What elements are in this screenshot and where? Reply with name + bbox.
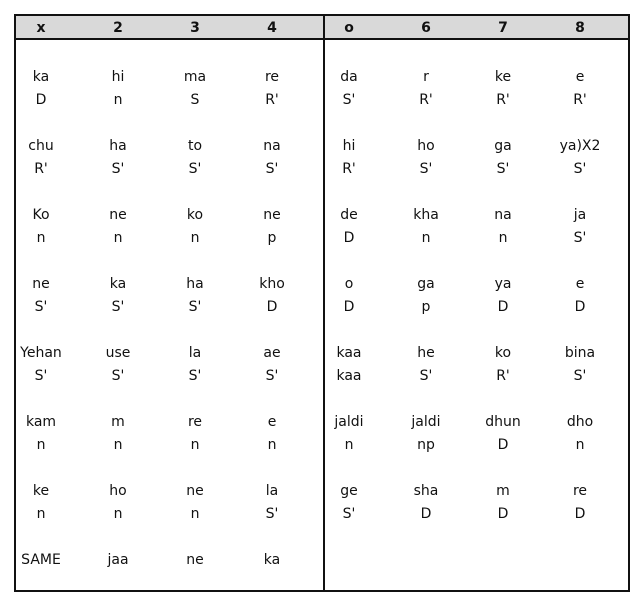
stroke-r6-c7: D (497, 437, 509, 453)
syllable-r5-c1: Yehan (20, 345, 62, 361)
stroke-r2-c5: R' (342, 161, 356, 177)
stroke-r5-c4: S' (265, 368, 279, 384)
header-cell-4: 4 (267, 20, 277, 36)
stroke-r5-c3: S' (188, 368, 202, 384)
syllable-r4-c3: ha (186, 276, 204, 292)
syllable-r4-c1: ne (32, 276, 50, 292)
syllable-r4-c7: ya (494, 276, 512, 292)
stroke-r4-c1: S' (34, 299, 48, 315)
syllable-r2-c6: ho (417, 138, 435, 154)
stroke-r2-c3: S' (188, 161, 202, 177)
stroke-r2-c2: S' (111, 161, 125, 177)
stroke-r1-c7: R' (496, 92, 510, 108)
notation-table (14, 14, 630, 592)
stroke-r6-c8: n (575, 437, 585, 453)
stroke-r4-c5: D (343, 299, 355, 315)
stroke-r4-c2: S' (111, 299, 125, 315)
stroke-r7-c3: n (190, 506, 200, 522)
syllable-r2-c1: chu (28, 138, 54, 154)
syllable-r1-c8: e (575, 69, 585, 85)
stroke-r4-c8: D (574, 299, 586, 315)
stroke-r5-c1: S' (34, 368, 48, 384)
syllable-r3-c2: ne (109, 207, 127, 223)
stroke-r5-c8: S' (573, 368, 587, 384)
syllable-r3-c3: ko (186, 207, 204, 223)
stroke-r5-c6: S' (419, 368, 433, 384)
stroke-r7-c1: n (36, 506, 46, 522)
syllable-r4-c5: o (344, 276, 354, 292)
stroke-r2-c8: S' (573, 161, 587, 177)
stroke-r4-c3: S' (188, 299, 202, 315)
stroke-r3-c7: n (498, 230, 508, 246)
syllable-r1-c1: ka (32, 69, 50, 85)
stroke-r6-c3: n (190, 437, 200, 453)
syllable-r6-c8: dho (566, 414, 594, 430)
stroke-r5-c2: S' (111, 368, 125, 384)
header-cell-7: 7 (498, 20, 508, 36)
syllable-r8-c3: ne (186, 552, 204, 568)
stroke-r5-c5: kaa (336, 368, 362, 384)
syllable-r3-c5: de (340, 207, 358, 223)
syllable-r2-c4: na (263, 138, 281, 154)
syllable-r7-c2: ho (109, 483, 127, 499)
syllable-r3-c8: ja (573, 207, 587, 223)
syllable-r5-c2: use (105, 345, 131, 361)
syllable-r7-c3: ne (186, 483, 204, 499)
stroke-r1-c4: R' (265, 92, 279, 108)
syllable-r3-c1: Ko (32, 207, 50, 223)
stroke-r2-c4: S' (265, 161, 279, 177)
stroke-r7-c5: S' (342, 506, 356, 522)
syllable-r8-c2: jaa (107, 552, 129, 568)
header-cell-2: 2 (113, 20, 123, 36)
header-cell-6: 6 (421, 20, 431, 36)
syllable-r1-c3: ma (183, 69, 207, 85)
stroke-r1-c6: R' (419, 92, 433, 108)
stroke-r3-c5: D (343, 230, 355, 246)
stroke-r1-c2: n (113, 92, 123, 108)
stroke-r1-c3: S (190, 92, 200, 108)
syllable-r1-c2: hi (111, 69, 125, 85)
stroke-r3-c3: n (190, 230, 200, 246)
syllable-r5-c3: la (188, 345, 202, 361)
stroke-r6-c1: n (36, 437, 46, 453)
syllable-r8-c4: ka (263, 552, 281, 568)
syllable-r7-c1: ke (32, 483, 50, 499)
stroke-r2-c7: S' (496, 161, 510, 177)
syllable-r7-c5: ge (340, 483, 358, 499)
syllable-r3-c4: ne (263, 207, 281, 223)
syllable-r7-c6: sha (413, 483, 439, 499)
syllable-r6-c1: kam (25, 414, 57, 430)
stroke-r3-c1: n (36, 230, 46, 246)
syllable-r3-c7: na (494, 207, 512, 223)
syllable-r1-c4: re (264, 69, 280, 85)
syllable-r7-c8: re (572, 483, 588, 499)
stroke-r7-c4: S' (265, 506, 279, 522)
syllable-r1-c6: r (423, 69, 429, 85)
stroke-r4-c4: D (266, 299, 278, 315)
syllable-r6-c6: jaldi (411, 414, 441, 430)
syllable-r7-c4: la (265, 483, 279, 499)
syllable-r6-c3: re (187, 414, 203, 430)
syllable-r2-c3: to (187, 138, 203, 154)
stroke-r3-c2: n (113, 230, 123, 246)
syllable-r8-c1: SAME (21, 552, 61, 568)
syllable-r5-c8: bina (564, 345, 596, 361)
syllable-r4-c4: kho (259, 276, 285, 292)
syllable-r5-c5: kaa (336, 345, 362, 361)
header-cell-3: 3 (190, 20, 200, 36)
syllable-r5-c7: ko (494, 345, 512, 361)
stroke-r1-c5: S' (342, 92, 356, 108)
header-cell-5: o (344, 20, 354, 36)
syllable-r4-c6: ga (417, 276, 435, 292)
stroke-r3-c8: S' (573, 230, 587, 246)
stroke-r7-c6: D (420, 506, 432, 522)
stroke-r3-c4: p (267, 230, 277, 246)
syllable-r1-c7: ke (494, 69, 512, 85)
header-cell-8: 8 (575, 20, 585, 36)
stroke-r5-c7: R' (496, 368, 510, 384)
syllable-r2-c5: hi (342, 138, 356, 154)
stroke-r2-c6: S' (419, 161, 433, 177)
syllable-r2-c7: ga (494, 138, 512, 154)
syllable-r2-c8: ya)X2 (559, 138, 601, 154)
stroke-r6-c2: n (113, 437, 123, 453)
stroke-r7-c2: n (113, 506, 123, 522)
syllable-r2-c2: ha (109, 138, 127, 154)
stroke-r1-c1: D (35, 92, 47, 108)
syllable-r3-c6: kha (413, 207, 439, 223)
syllable-r5-c6: he (417, 345, 435, 361)
syllable-r5-c4: ae (263, 345, 281, 361)
syllable-r6-c7: dhun (485, 414, 521, 430)
stroke-r3-c6: n (421, 230, 431, 246)
stroke-r7-c8: D (574, 506, 586, 522)
stroke-r1-c8: R' (573, 92, 587, 108)
syllable-r6-c5: jaldi (334, 414, 364, 430)
stroke-r4-c6: p (421, 299, 431, 315)
stroke-r2-c1: R' (34, 161, 48, 177)
syllable-r1-c5: da (340, 69, 358, 85)
syllable-r7-c7: m (496, 483, 510, 499)
stroke-r6-c5: n (344, 437, 354, 453)
syllable-r4-c8: e (575, 276, 585, 292)
stroke-r6-c6: np (417, 437, 435, 453)
syllable-r6-c4: e (267, 414, 277, 430)
header-cell-1: x (36, 20, 46, 36)
syllable-r6-c2: m (111, 414, 125, 430)
syllable-r4-c2: ka (109, 276, 127, 292)
stroke-r6-c4: n (267, 437, 277, 453)
stroke-r7-c7: D (497, 506, 509, 522)
stroke-r4-c7: D (497, 299, 509, 315)
